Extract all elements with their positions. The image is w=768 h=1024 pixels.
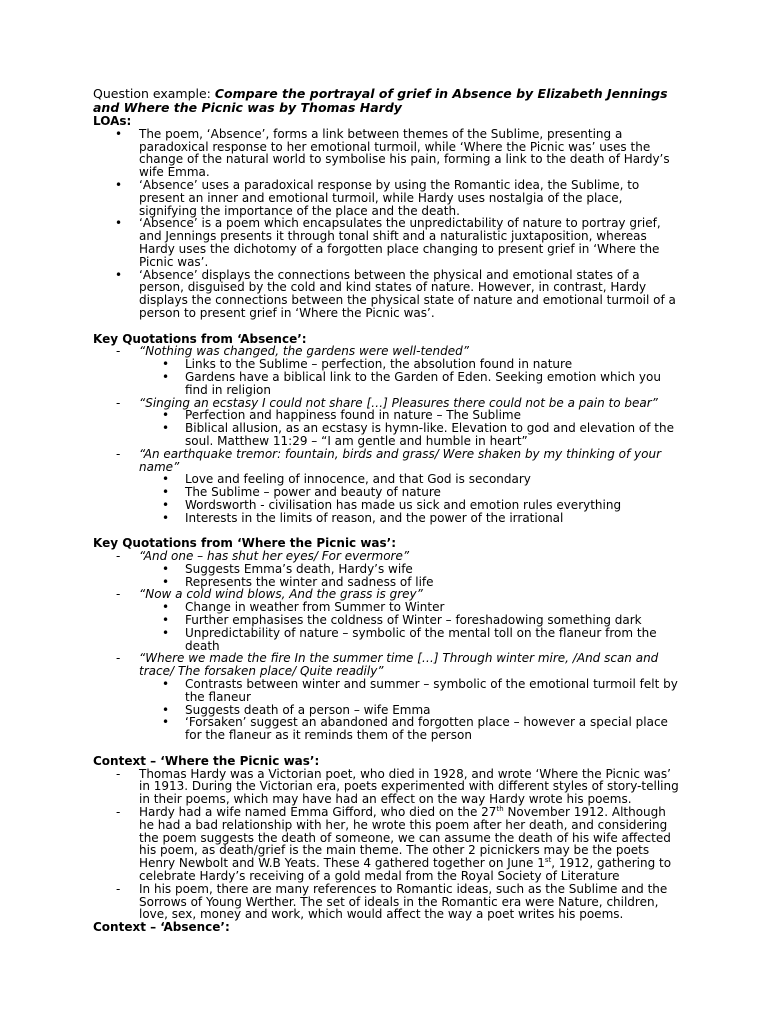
dash-marker: - [116,651,121,666]
quote-text: “Nothing was changed, the gardens were well-tended” [139,344,469,359]
absence-quotes-list [93,345,683,524]
context-text: , 1912, gathering to celebrate Hardy’s receiving of a gold medal from the Royal Society of Literature [139,856,672,884]
context-picnic-list [93,768,683,922]
loas-label: LOAs: [93,114,132,128]
list-item: • Suggests death of a person – wife Emma [93,704,683,717]
ordinal-suffix: th [496,805,504,814]
list-item: • ‘Absence’ displays the connections between the physical and emotional states of a person, disguised by the cold and kind states of nature. However, in contrast, Hardy displays the connections between the physical state of nature and emotional turmoil of a person to present grief in ‘Where the Picnic was’. [93,269,683,320]
loas-list [93,128,683,320]
list-item: • Gardens have a biblical link to the Garden of Eden. Seeking emotion which you find in religion [93,371,683,397]
ordinal-suffix: st [544,856,552,865]
list-item: • ‘Forsaken’ suggest an abandoned and forgotten place – however a special place for the flaneur as it reminds them of the person [93,716,683,742]
list-item: • Links to the Sublime – perfection, the absolution found in nature [93,358,683,371]
dash-marker: - [116,395,121,410]
context-absence-label: Context – ‘Absence’: [93,920,230,935]
context-text: In his poem, there are many references to Romantic ideas, such as the Sublime and the Sorrows of Young Werther. The set of ideals in the Romantic era were Nature, children, love, sex, money and work, which would affect the way a poet writes his poems. [139,881,668,922]
list-item [93,806,683,883]
quote-text: “And one – has shut her eyes/ For evermore” [139,549,410,564]
list-item: • Love and feeling of innocence, and that God is secondary [93,473,683,486]
list-item: • The poem, ‘Absence’, forms a link between themes of the Sublime, presenting a paradoxical response to her emotional turmoil, while ‘Where the Picnic was’ uses the change of the natural world to symbolise his pain, forming a link to the death of Hardy’s wife Emma. [93,128,683,179]
context-text: Hardy had a wife named Emma Gifford, who died on the 27 [139,805,497,820]
quote-item [93,652,683,742]
list-item: • Further emphasises the coldness of Winter – foreshadowing something dark [93,614,683,627]
document-page [93,87,683,934]
dash-marker: - [116,587,121,602]
quote-text: “An earthquake tremor: fountain, birds and grass/ Were shaken by my thinking of your name” [139,446,662,474]
list-item [93,768,683,806]
quote-text: “Now a cold wind blows, And the grass is grey” [139,587,423,602]
list-item: • Biblical allusion, as an ecstasy is hymn-like. Elevation to god and elevation of the soul. Matthew 11:29 – “I am gentle and humble in heart” [93,422,683,448]
context-text: November 1912. Although he had a bad relationship with her, he wrote this poem after her death, and considering the poem suggests the death of someone, we can assume the death of his wife affected his poem, as death/grief is the main theme. The other 2 picnickers may be the poets Henry Newbolt and W.B Yeats. These 4 gathered together on June 1 [139,805,671,871]
quote-item [93,397,683,448]
list-item: • Perfection and happiness found in nature – The Sublime [93,409,683,422]
picnic-quotes-label: Key Quotations from ‘Where the Picnic was’: [93,536,397,551]
list-item: • Represents the winter and sadness of life [93,576,683,589]
quote-item [93,588,683,652]
dash-marker: - [116,344,121,359]
question-prefix: Question example: [93,86,215,101]
dash-marker: - [116,766,121,781]
dash-marker: - [116,881,121,896]
list-item: • Change in weather from Summer to Winter [93,601,683,614]
dash-marker: - [116,446,121,461]
list-item: • Suggests Emma’s death, Hardy’s wife [93,563,683,576]
question-text: Compare the portrayal of grief in Absence by Elizabeth Jennings and Where the Picnic was by Thomas Hardy [93,86,668,115]
dash-marker: - [116,805,121,820]
quote-item [93,345,683,396]
list-item: • ‘Absence’ uses a paradoxical response by using the Romantic idea, the Sublime, to present an inner and emotional turmoil, while Hardy uses nostalgia of the place, signifying the importance of the place and the death. [93,179,683,217]
list-item: • Contrasts between winter and summer – symbolic of the emotional turmoil felt by the flaneur [93,678,683,704]
quote-item [93,448,683,525]
question-heading [93,87,683,115]
list-item [93,883,683,921]
list-item: • Interests in the limits of reason, and the power of the irrational [93,512,683,525]
list-item: • Wordsworth - civilisation has made us sick and emotion rules everything [93,499,683,512]
quote-text: “Where we made the fire In the summer time […] Through winter mire, /And scan and trace/ The forsaken place/ Quite readily” [139,651,659,679]
context-text: Thomas Hardy was a Victorian poet, who died in 1928, and wrote ‘Where the Picnic was’ in 1913. During the Victorian era, poets experimented with different styles of story-telling in their poems, which may have had an effect on the way Hardy wrote his poems. [139,766,679,807]
absence-quotes-label: Key Quotations from ‘Absence’: [93,331,307,346]
list-item: • Unpredictability of nature – symbolic of the mental toll on the flaneur from the death [93,627,683,653]
quote-item [93,550,683,588]
picnic-quotes-list [93,550,683,742]
list-item: • ‘Absence’ is a poem which encapsulates the unpredictability of nature to portray grief, and Jennings presents it through tonal shift and a naturalistic juxtaposition, whereas Hardy uses the dichotomy of a forgotten place changing to present grief in ‘Where the Picnic was’. [93,217,683,268]
dash-marker: - [116,549,121,564]
list-item: • The Sublime – power and beauty of nature [93,486,683,499]
context-picnic-label: Context – ‘Where the Picnic was’: [93,753,320,768]
quote-text: “Singing an ecstasy I could not share […] Pleasures there could not be a pain to bear” [139,395,658,410]
